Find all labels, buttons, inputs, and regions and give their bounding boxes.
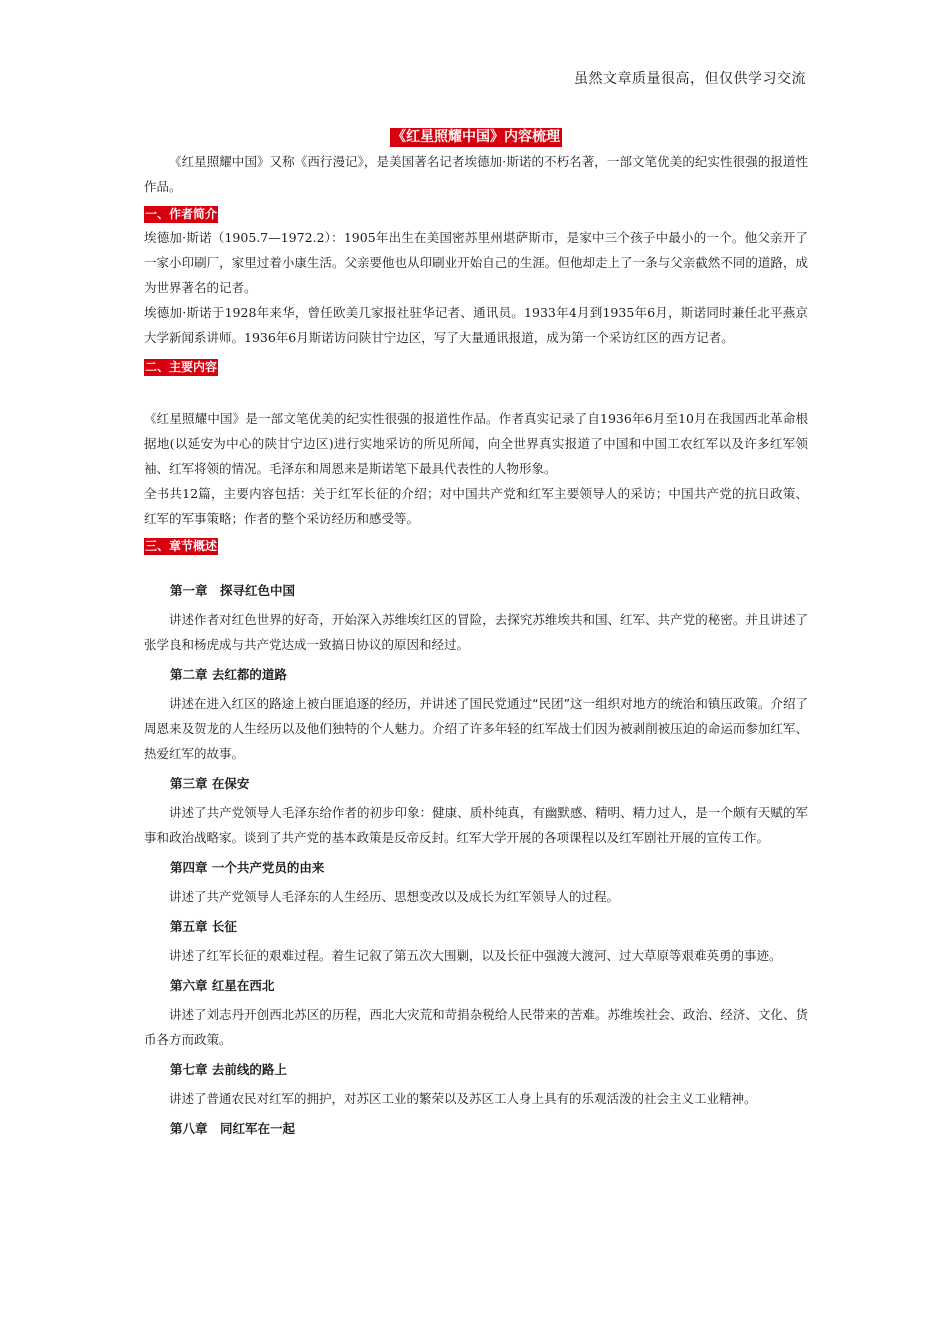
section-heading-content: 二、主要内容 — [145, 360, 218, 374]
document-body — [144, 126, 808, 1145]
chapter-summary — [144, 607, 808, 657]
spacer — [144, 557, 808, 573]
section-author — [144, 203, 808, 223]
chapter-summary — [144, 943, 808, 968]
document-title: 《红星照耀中国》内容梳理 — [392, 129, 560, 145]
chapter-5 — [144, 917, 808, 968]
chapter-title: 第四章 一个共产党员的由来 — [170, 860, 325, 875]
section-heading-chapters: 三、章节概述 — [145, 539, 218, 553]
author-paragraph-1: 埃德加·斯诺（1905.7—1972.2）：1905年出生在美国密苏里州堪萨斯市，是家中三个孩子中最小的一个。他父亲开了一家小印刷厂，家里过着小康生活。父亲要他也从印刷业开始自己的生涯。但他却走上了一条与父亲截然不同的道路，成为世界著名的记者。 — [144, 230, 808, 295]
chapter-title: 第七章 去前线的路上 — [170, 1062, 287, 1077]
chapter-title: 第五章 长征 — [170, 919, 237, 934]
header-note: 虽然文章质量很高，但仅供学习交流 — [574, 71, 806, 87]
chapter-1 — [144, 581, 808, 657]
section-chapters — [144, 535, 808, 555]
summary-part-b: 着生记叙了第五次大围剿，以及长征中强渡大渡河、过大草原等艰难英勇的事迹。 — [331, 948, 782, 963]
chapter-summary — [144, 800, 808, 850]
spacer — [144, 378, 808, 406]
summary-part-b: 并且讲述了张学良和杨虎成与共产党达成一致搞日协议的原因和经过。 — [144, 612, 808, 652]
author-paragraph-2: 埃德加·斯诺于1928年来华，曾任欧美几家报社驻华记者、通讯员。1933年4月到1935年6月，斯诺同时兼任北平燕京大学新闻系讲师。1936年6月斯诺访问陕甘宁边区，写了大量通讯报道，成为第一个采访红区的西方记者。 — [144, 305, 808, 345]
summary-part-a: 讲述了刘志丹开创西北苏区的历程，西北大灾荒和苛捐杂税给人民带来的苦难。 — [169, 1007, 608, 1022]
chapter-title: 第三章 在保安 — [170, 776, 250, 791]
chapter-title: 第八章 同红军在一起 — [170, 1121, 296, 1136]
summary-part-b: 讲述了共产党领导人毛泽东给作者的初步印象：健康、质朴纯真，有幽默感、精明、精力过人，是一个颇有天赋的军事和政治战略家。谈到了共产党的基本政策是反帝反封。红军大学开展的各项课程以及红军剧社开展的宣传工作。 — [144, 805, 808, 845]
chapter-3 — [144, 774, 808, 850]
chapter-title: 第二章 去红都的道路 — [170, 667, 287, 682]
chapter-8 — [144, 1119, 808, 1139]
chapter-6 — [144, 976, 808, 1052]
content-paragraph-2: 全书共12篇，主要内容包括：关于红军长征的介绍；对中国共产党和红军主要领导人的采访；中国共产党的抗日政策、红军的军事策略；作者的整个采访经历和感受等。 — [144, 486, 808, 526]
chapter-summary — [144, 1002, 808, 1052]
summary-part-b: 讲述在进入红区的路途上被白匪追逐的经历，并讲述了国民党通过“民团”这一组织对地方的统治和镇压政策。介绍了周恩来及贺龙的人生经历以及他们独特的个人魅力。介绍了许多年轻的红军战士们因为被剥削被压迫的命运而参加红军、热爱红军的故事。 — [144, 696, 808, 761]
chapter-2 — [144, 665, 808, 766]
summary-part-a: 讲述了普通农民对红军的拥护，对苏区工业的繁荣以及苏区工人身上具有的乐观活泼的社会主义工业精神。 — [169, 1091, 757, 1106]
content-paragraph-1: 《红星照耀中国》是一部文笔优美的纪实性很强的报道性作品。作者真实记录了自1936年6月至10月在我国西北革命根据地(以延安为中心的陕甘宁边区)进行实地采访的所见所闻，向全世界真实报道了中国和中国工农红军以及许多红军领袖、红军将领的情况。毛泽东和周恩来是斯诺笔下最具代表性的人物形象。 — [144, 411, 808, 476]
summary-part-a: 讲述了红军长征的艰难过程。 — [169, 948, 332, 963]
chapter-7 — [144, 1060, 808, 1111]
section-content — [144, 356, 808, 376]
intro-paragraph: 《红星照耀中国》又称《西行漫记》，是美国著名记者埃德加·斯诺的不朽名著，一部文笔优美的纪实性很强的报道性作品。 — [144, 154, 808, 194]
summary-part-a: 讲述作者对红色世界的好奇，开始深入苏维埃红区的冒险，去探究苏维埃共和国、红军、共产党的秘密。 — [169, 612, 746, 627]
title-wrap — [144, 126, 808, 147]
chapter-4 — [144, 858, 808, 909]
section-heading-author: 一、作者简介 — [145, 207, 218, 221]
chapter-title: 第六章 红星在西北 — [170, 978, 275, 993]
chapter-summary — [144, 1086, 808, 1111]
summary-part-b: 讲述了共产党领导人毛泽东的人生经历、思想变改以及成长为红军领导人的过程。 — [169, 889, 620, 904]
summary-part-b: 苏维埃社会、政治、经济、文化、货币各方而政策。 — [144, 1007, 808, 1047]
chapter-summary — [144, 691, 808, 766]
chapter-title: 第一章 探寻红色中国 — [170, 583, 296, 598]
chapter-summary — [144, 884, 808, 909]
